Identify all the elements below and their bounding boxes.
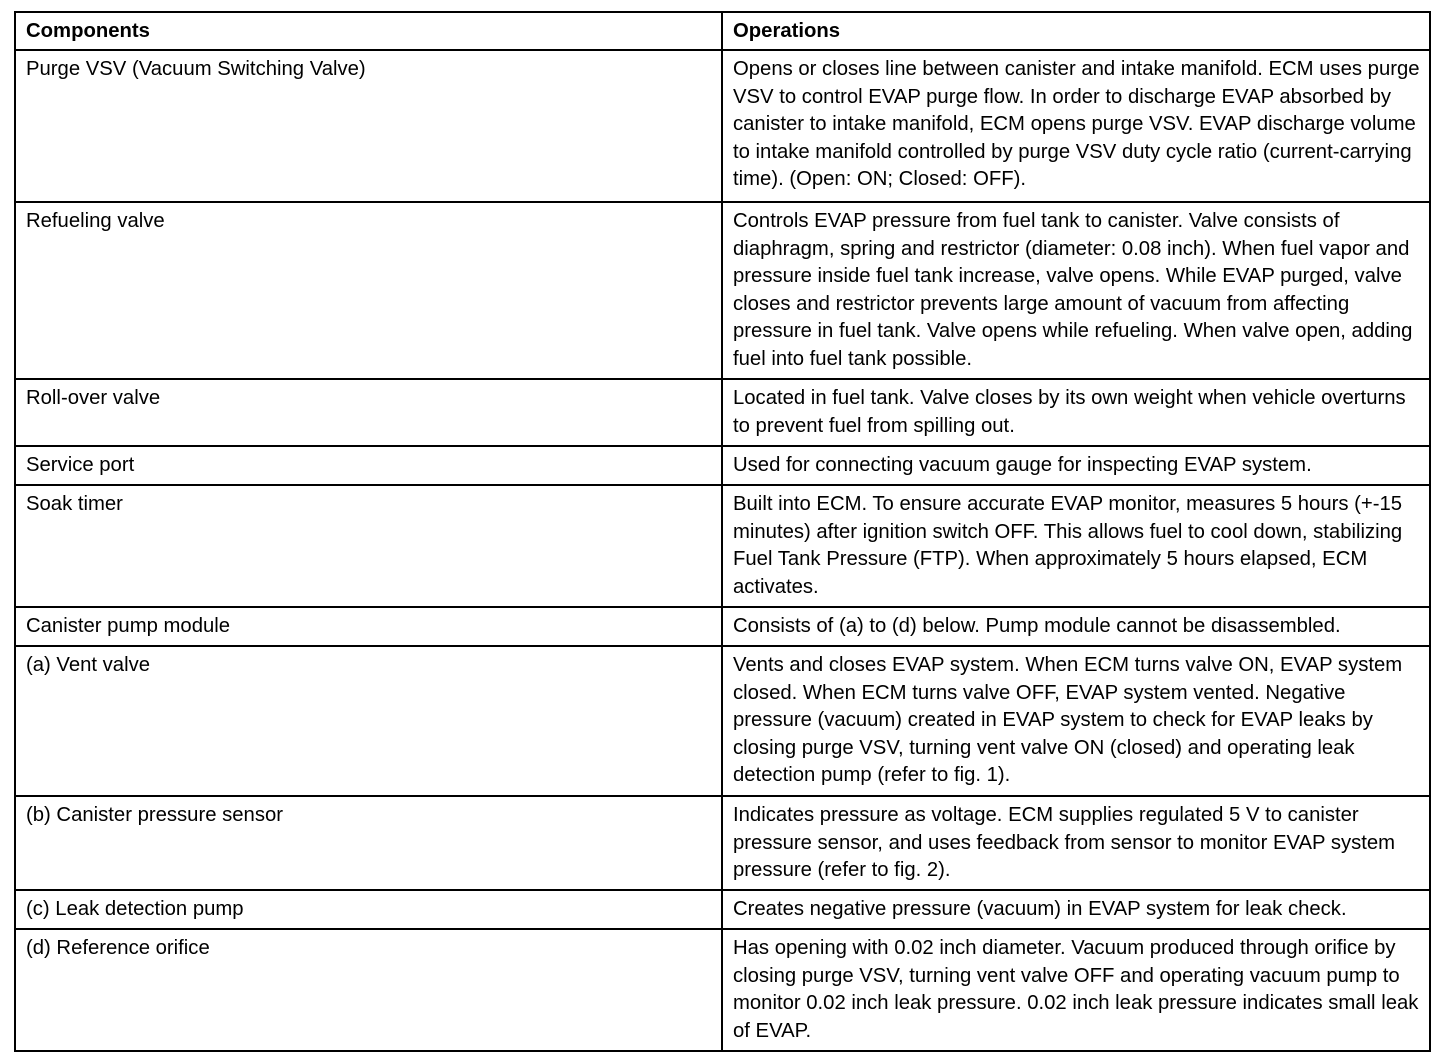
table-header-row xyxy=(16,13,1429,51)
operation-cell: Consists of (a) to (d) below. Pump module cannot be disassembled. xyxy=(733,615,1341,637)
table-row xyxy=(16,606,1429,645)
table-row xyxy=(16,795,1429,889)
component-cell: Refueling valve xyxy=(16,203,723,378)
component-cell: (a) Vent valve xyxy=(16,647,723,795)
component-cell: Roll-over valve xyxy=(16,380,723,445)
operation-cell: Indicates pressure as voltage. ECM supplies regulated 5 V to canister pressure sensor, and uses feedback from sensor to monitor EVAP system pressure (refer to fig. 2). xyxy=(733,804,1396,882)
operation-cell: Controls EVAP pressure from fuel tank to canister. Valve consists of diaphragm, spring and restrictor (diameter: 0.08 inch). When fuel vapor and pressure inside fuel tank increase, valve opens. While EVAP purged, valve closes and restrictor prevents large amount of vacuum from affecting pressure in fuel tank. Valve opens while refueling. When valve open, adding fuel into fuel tank possible. xyxy=(733,210,1413,370)
table-row xyxy=(16,928,1429,1050)
component-cell: Service port xyxy=(16,447,723,484)
table-row xyxy=(16,51,1429,201)
header-components: Components xyxy=(16,13,723,49)
operation-cell: Opens or closes line between canister and intake manifold. ECM uses purge VSV to control EVAP purge flow. In order to discharge EVAP absorbed by canister to intake manifold, ECM opens purge VSV. EVAP discharge volume to intake manifold controlled by purge VSV duty cycle ratio (current-carrying time). (Open: ON; Closed: OFF). xyxy=(733,58,1420,191)
table-row xyxy=(16,445,1429,484)
components-operations-table xyxy=(14,11,1431,1052)
component-cell: (c) Leak detection pump xyxy=(16,891,723,928)
table-row xyxy=(16,378,1429,445)
operation-cell: Used for connecting vacuum gauge for inspecting EVAP system. xyxy=(733,454,1312,476)
component-cell: Purge VSV (Vacuum Switching Valve) xyxy=(16,51,723,201)
component-cell: (b) Canister pressure sensor xyxy=(16,797,723,889)
table-row xyxy=(16,484,1429,606)
table-row xyxy=(16,201,1429,378)
component-cell: Canister pump module xyxy=(16,608,723,645)
table-row xyxy=(16,889,1429,928)
component-cell: (d) Reference orifice xyxy=(16,930,723,1050)
operation-cell: Has opening with 0.02 inch diameter. Vacuum produced through orifice by closing purge VSV, turning vent valve OFF and operating vacuum pump to monitor 0.02 inch leak pressure. 0.02 inch leak pressure indicates small leak of EVAP. xyxy=(733,937,1419,1042)
operation-cell: Creates negative pressure (vacuum) in EVAP system for leak check. xyxy=(733,898,1347,920)
operation-cell: Vents and closes EVAP system. When ECM turns valve ON, EVAP system closed. When ECM turns valve OFF, EVAP system vented. Negative pressure (vacuum) created in EVAP system to check for EVAP leaks by closing purge VSV, turning vent valve ON (closed) and operating leak detection pump (refer to fig. 1). xyxy=(733,654,1403,787)
operation-cell: Built into ECM. To ensure accurate EVAP monitor, measures 5 hours (+-15 minutes) after ignition switch OFF. This allows fuel to cool down, stabilizing Fuel Tank Pressure (FTP). When approximately 5 hours elapsed, ECM activates. xyxy=(733,493,1403,598)
operation-cell: Located in fuel tank. Valve closes by its own weight when vehicle overturns to prevent fuel from spilling out. xyxy=(733,387,1406,437)
header-operations: Operations xyxy=(733,20,841,42)
table-row xyxy=(16,645,1429,795)
component-cell: Soak timer xyxy=(16,486,723,606)
